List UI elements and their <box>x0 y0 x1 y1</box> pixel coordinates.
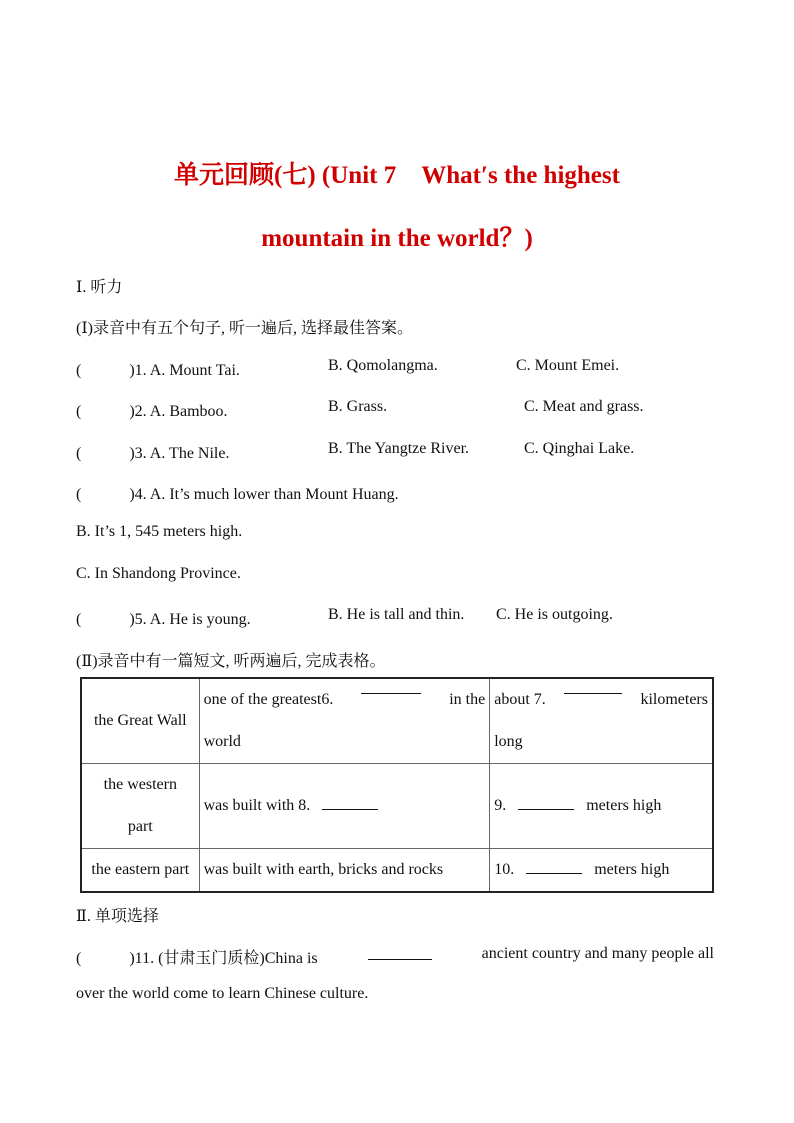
section1-heading: Ⅰ. 听力 <box>76 279 123 296</box>
question-2-b: B. Grass. <box>328 398 388 415</box>
row2-right <box>490 764 713 849</box>
question-3-b: B. The Yangtze River. <box>328 440 470 457</box>
row3-right <box>490 849 713 893</box>
question-11-prefix: ( )11. (甘肃玉门质检)China is <box>76 950 318 967</box>
question-1-a: ( )1. A. Mount Tai. <box>76 362 240 379</box>
table-row <box>81 849 713 893</box>
question-5-c: C. He is outgoing. <box>496 606 613 623</box>
row1-middle-post: in the <box>449 691 486 708</box>
question-2-c: C. Meat and grass. <box>524 398 644 415</box>
question-11-line1 <box>76 945 714 968</box>
question-4-a: ( )4. A. It’s much lower than Mount Huang. <box>76 486 399 503</box>
row1-right-pre: about 7. <box>494 691 546 708</box>
row2-middle-pre: was built with 8. <box>203 797 311 814</box>
question-3-c: C. Qinghai Lake. <box>524 440 635 457</box>
question-4-c: C. In Shandong Province. <box>76 565 241 582</box>
blank-7[interactable] <box>564 679 622 694</box>
row1-right-post: kilometers <box>640 691 708 708</box>
question-4-b: B. It’s 1, 545 meters high. <box>76 523 243 540</box>
page-title-line1: 单元回顾(七) (Unit 7 What′s the highest <box>174 162 620 189</box>
table-row <box>81 764 713 849</box>
blank-11[interactable] <box>368 945 432 960</box>
page-title-line2: mountain in the world？) <box>261 225 533 252</box>
row1-middle <box>199 678 490 764</box>
question-2-a: ( )2. A. Bamboo. <box>76 403 228 420</box>
row3-right-post: meters high <box>594 861 670 878</box>
question-11-suffix: ancient country and many people all <box>481 945 714 962</box>
section2-heading: Ⅱ. 单项选择 <box>76 908 159 925</box>
row3-right-pre: 10. <box>494 861 515 878</box>
row2-right-pre: 9. <box>494 797 507 814</box>
row1-right <box>490 678 713 764</box>
blank-9[interactable] <box>518 795 574 810</box>
blank-8[interactable] <box>322 795 378 810</box>
table-row <box>81 678 713 764</box>
row1-middle-line2: world <box>203 733 241 750</box>
blank-10[interactable] <box>526 859 582 874</box>
question-11-line2: over the world come to learn Chinese culture. <box>76 985 369 1002</box>
question-1-c: C. Mount Emei. <box>516 357 620 374</box>
row1-middle-pre: one of the greatest6. <box>203 691 334 708</box>
row1-right-line2: long <box>494 733 523 750</box>
row3-middle: was built with earth, bricks and rocks <box>199 849 490 893</box>
row2-label-line2: part <box>127 818 153 835</box>
question-5-a: ( )5. A. He is young. <box>76 611 251 628</box>
row3-label: the eastern part <box>81 849 199 893</box>
row2-right-post: meters high <box>586 797 662 814</box>
question-3-a: ( )3. A. The Nile. <box>76 445 230 462</box>
row2-label <box>81 764 199 849</box>
part2-instruction: (Ⅱ)录音中有一篇短文, 听两遍后, 完成表格。 <box>76 653 386 670</box>
part1-instruction: (Ⅰ)录音中有五个句子, 听一遍后, 选择最佳答案。 <box>76 320 413 337</box>
listening-table <box>80 677 714 893</box>
row1-label: the Great Wall <box>81 678 199 764</box>
row2-middle <box>199 764 490 849</box>
question-5-b: B. He is tall and thin. <box>328 606 465 623</box>
question-1-b: B. Qomolangma. <box>328 357 438 374</box>
blank-6[interactable] <box>361 679 421 694</box>
row2-label-line1: the western <box>103 776 177 793</box>
